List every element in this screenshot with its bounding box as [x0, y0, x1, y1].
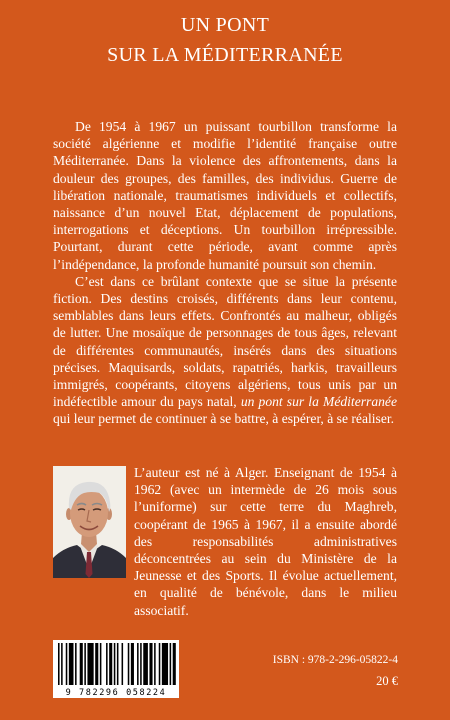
isbn-number: ISBN : 978-2-296-05822-4	[272, 654, 398, 666]
blurb-paragraph-1: De 1954 à 1967 un puissant tourbillon transforme la société algérienne et modifie l’identité française outre Méditerranée. Dans la violence des affrontements, dans la douleur des groupes, des familles, des individus. Guerre de libération nationale, traumatismes individuels et collectifs, naissance d’un nouvel Etat, déplacement de populations, interrogations et déceptions. Un tourbillon irrépressible. Pourtant, durant cette période, avant comme après l’indépendance, la profonde humanité poursuit son chemin.	[53, 119, 397, 272]
blurb-paragraph-2	[53, 273, 397, 428]
barcode-bar	[66, 643, 68, 685]
barcode-bar	[140, 643, 142, 685]
barcode-bar	[69, 643, 74, 685]
barcode-bar	[87, 643, 93, 685]
barcode-bar	[80, 643, 83, 685]
book-title-line2: SUR LA MÉDITERRANÉE	[107, 44, 343, 66]
barcode-bar	[109, 643, 112, 685]
author-bio: L’auteur est né à Alger. Enseignant de 1954 à 1962 (avec un intermède de 26 mois sous l’uniforme) sur cette terre du Maghreb, coopérant de 1965 à 1967, il a ensuite abordé des responsabilités administratives déconcentrées au sein du Ministère de la Jeunesse et des Sports. Il évolue actuellement, en qualité de bénévole, dans le milieu associatif.	[134, 465, 397, 618]
barcode-bar	[162, 643, 168, 685]
price: 20 €	[376, 674, 398, 688]
book-blurb	[53, 118, 397, 428]
barcode-bar	[137, 643, 139, 685]
blurb-paragraph-2-start: C’est dans ce brûlant contexte que se situe la présente fiction. Des destins croisés, différents dans leur contenu, semblables dans leurs effets. Confrontés au malheur, obligés de lutter. Une mosaïque de personnages de tous âges, relevant de différentes communautés, insérés dans des situations précises. Maquisards, soldats, rapatriés, harkis, travailleurs immigrés, coopérants, citoyens algériens, tous unis par un indéfectible amour du pays natal,	[53, 273, 397, 410]
barcode-bar	[95, 643, 98, 685]
barcode-bar	[170, 643, 172, 685]
book-title-line1: UN PONT	[180, 14, 270, 36]
blurb-paragraph-2-end: qui leur permet de continuer à se battre, à espérer, à se réaliser.	[53, 411, 395, 427]
barcode-digits: 9 782296 058224	[65, 687, 167, 698]
barcode-bar	[173, 643, 176, 685]
barcode-bar	[143, 643, 148, 685]
barcode-bar	[154, 643, 156, 685]
barcode-bar	[100, 643, 102, 685]
barcode-bar	[114, 643, 116, 685]
barcode-bar	[58, 643, 60, 685]
barcode-bar	[106, 643, 108, 685]
barcode-bar	[149, 643, 152, 685]
isbn-barcode	[53, 640, 179, 698]
barcode-bar	[84, 643, 86, 685]
barcode-bar	[117, 643, 119, 685]
barcode-bar	[159, 643, 161, 685]
blurb-italic-title: un pont sur la Méditerranée	[240, 394, 397, 410]
barcode-bar	[61, 643, 63, 685]
barcode-bar	[75, 643, 77, 685]
barcode-bar	[128, 643, 130, 685]
barcode-bar	[122, 643, 124, 685]
author-photo	[53, 466, 126, 578]
barcode-bar	[131, 643, 134, 685]
